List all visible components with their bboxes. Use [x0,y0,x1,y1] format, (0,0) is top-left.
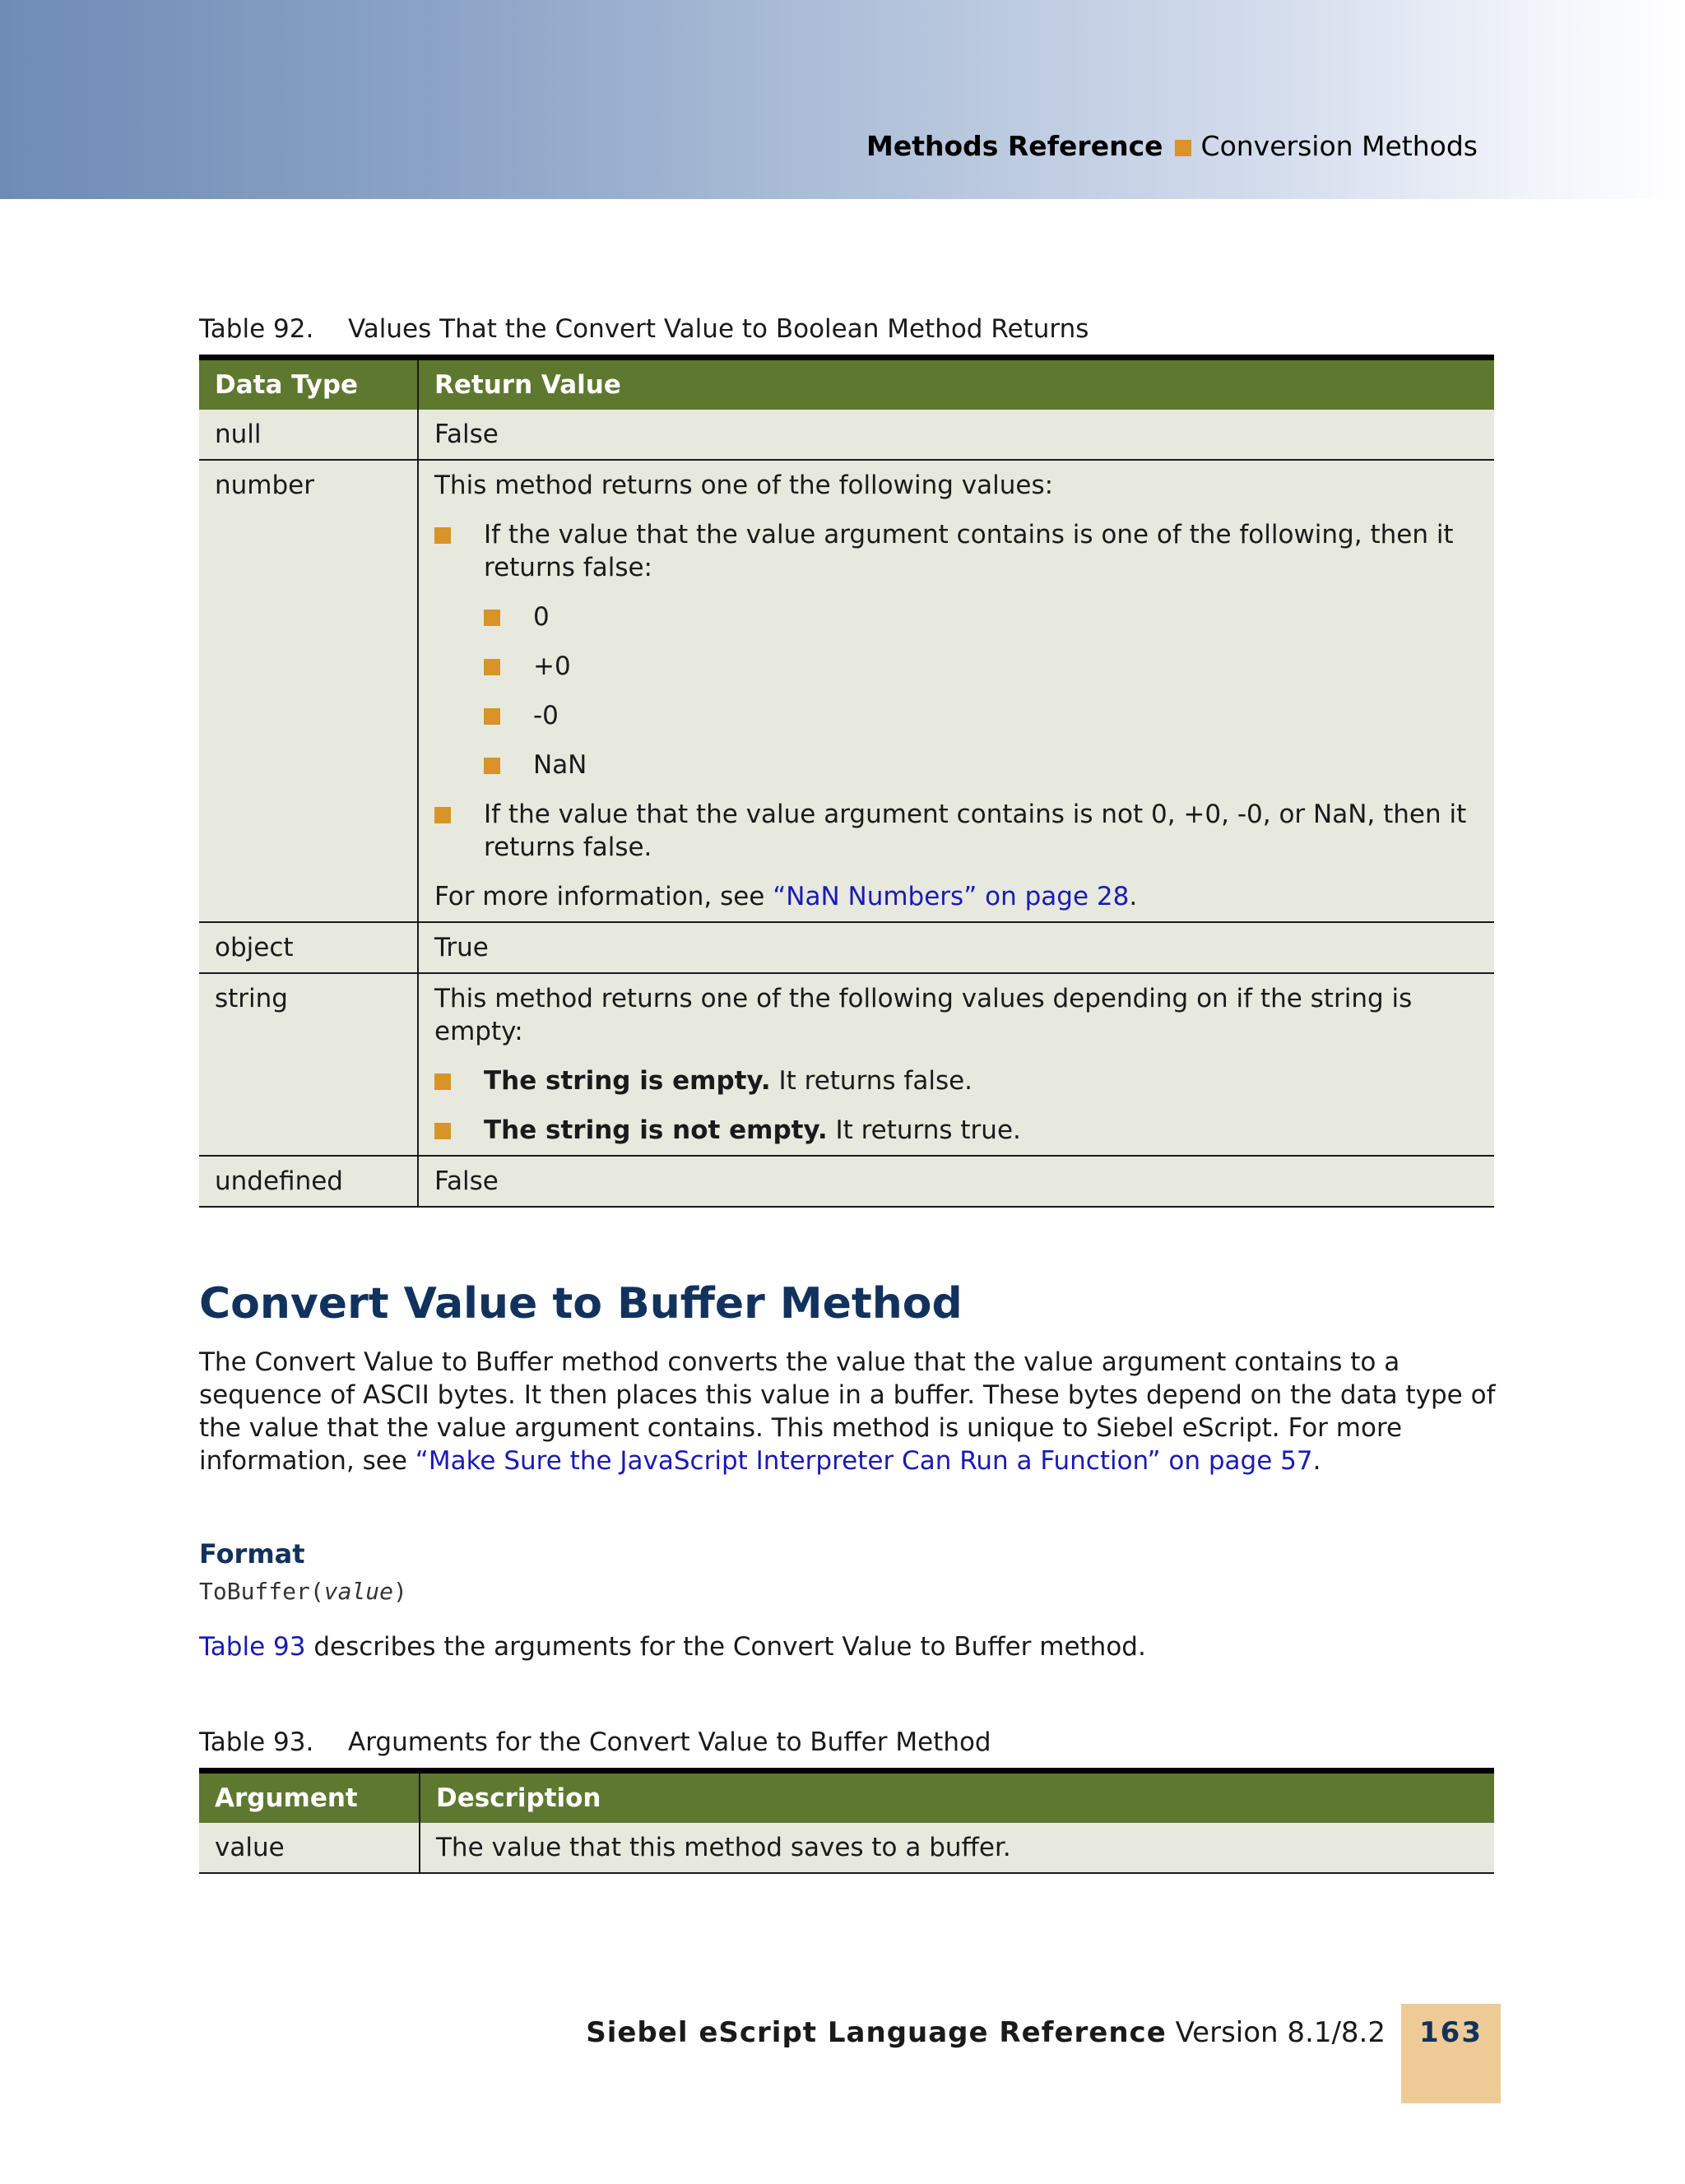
cell-intro: This method returns one of the following values depending on if the string is empty: [434,984,1413,1046]
cell-argument: value [199,1823,420,1873]
table92-caption [199,313,1089,345]
table-row [199,460,1494,922]
header-band [0,0,1685,199]
list-item: NaN [484,749,1478,781]
table-row [199,1156,1494,1207]
table93-caption [199,1726,991,1759]
bold-term: The string is empty. [484,1066,771,1096]
column-header: Argument [199,1771,420,1824]
table-row [199,922,1494,973]
cell-type: string [199,973,418,1156]
list-item: 0 [484,600,1478,633]
code-close: ) [393,1578,407,1605]
table-header-row [199,1771,1494,1824]
table92-title: Values That the Convert Value to Boolean Method Returns [348,314,1089,344]
format-heading: Format [199,1538,305,1570]
column-header: Data Type [199,358,418,410]
table-row [199,410,1494,460]
table93-title: Arguments for the Convert Value to Buffer Method [348,1727,991,1757]
paragraph-text: The Convert Value to Buffer method converts the value that the value argument contains to a sequence of ASCII bytes. It then places this value in a buffer. These bytes depend on the data type of the value that the value argument contains. This method is unique to Siebel eScript. For more information, see [199,1347,1496,1476]
reference-text: describes the arguments for the Convert Value to Buffer method. [305,1632,1146,1662]
term-desc: It returns true. [827,1115,1021,1145]
more-info-prefix: For more information, see [434,882,773,911]
footer-version: Version 8.1/8.2 [1175,2016,1386,2049]
code-func: ToBuffer( [199,1578,324,1605]
cell-type: undefined [199,1156,418,1207]
list-item: -0 [484,699,1478,732]
cell-description: The value that this method saves to a buffer. [420,1823,1494,1873]
interpreter-link[interactable]: “Make Sure the JavaScript Interpreter Can Run a Function” on page 57 [415,1446,1313,1476]
bold-term: The string is not empty. [484,1115,828,1145]
more-info-suffix: . [1129,882,1138,911]
cell-value: True [418,922,1494,973]
code-arg: value [323,1578,394,1605]
column-header: Description [420,1771,1494,1824]
table-row [199,973,1494,1156]
nan-numbers-link[interactable]: “NaN Numbers” on page 28 [773,882,1130,911]
list-item [434,1064,1478,1097]
table-header-row [199,358,1494,410]
footer [586,2015,1386,2050]
list-item: If the value that the value argument contains is one of the following, then it returns false: [434,518,1478,584]
table93-number: Table 93. [199,1727,314,1757]
cell-value: False [418,1156,1494,1207]
cell-type: object [199,922,418,973]
header-subsection: Conversion Methods [1200,130,1478,162]
table93 [199,1768,1494,1874]
list-item [434,1114,1478,1147]
cell-type: number [199,460,418,922]
cell-value [418,973,1494,1156]
paragraph-end: . [1312,1446,1321,1476]
cell-value [418,460,1494,922]
cell-intro: This method returns one of the following values: [434,471,1054,500]
cell-type: null [199,410,418,460]
more-info [434,880,1478,913]
table92 [199,355,1494,1208]
list-item: +0 [484,650,1478,683]
term-desc: It returns false. [770,1066,973,1096]
page-number: 163 [1419,2016,1483,2049]
square-bullet-icon [1175,140,1191,156]
table-row [199,1823,1494,1873]
running-header [866,130,1478,163]
cell-value: False [418,410,1494,460]
column-header: Return Value [418,358,1494,410]
code-syntax [199,1577,407,1607]
section-paragraph [199,1346,1499,1477]
table92-number: Table 92. [199,314,314,344]
footer-book-title: Siebel eScript Language Reference [586,2016,1167,2049]
section-title: Convert Value to Buffer Method [199,1279,963,1328]
header-section: Methods Reference [866,130,1163,162]
table-reference [199,1630,1499,1663]
table93-link[interactable]: Table 93 [199,1632,306,1662]
page-number-box [1401,2004,1501,2103]
list-item: If the value that the value argument contains is not 0, +0, -0, or NaN, then it returns false. [434,798,1478,864]
